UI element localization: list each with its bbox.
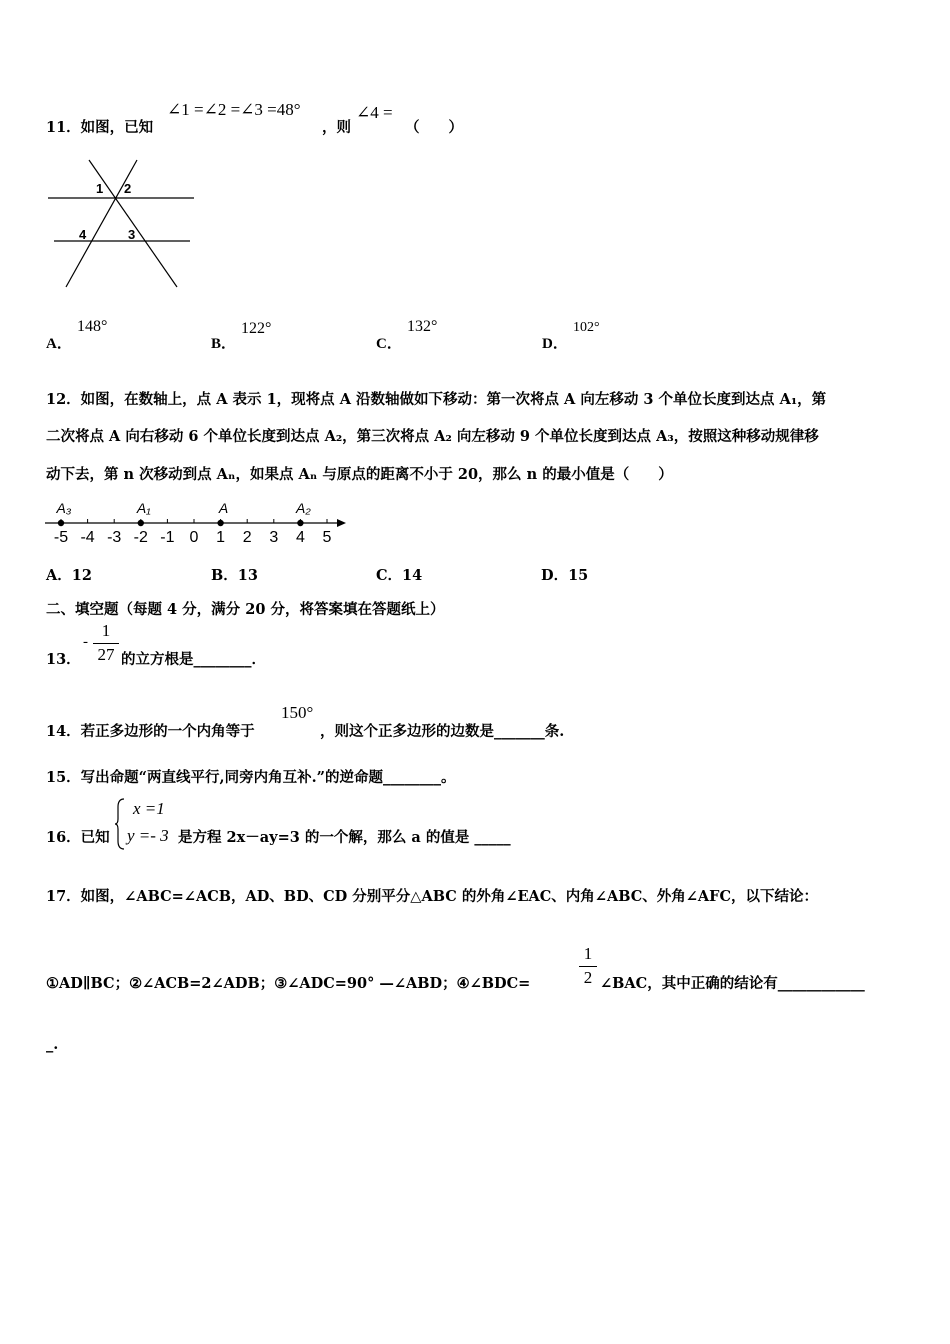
- q11-option-d-value: 102°: [573, 320, 600, 335]
- angle-label-2: 2: [124, 181, 132, 196]
- q11-figure: [44, 155, 199, 295]
- q11-mid: ，则: [322, 119, 351, 136]
- axis-tick-label: -1: [160, 529, 175, 546]
- q11-option-d-letter: D．: [542, 336, 568, 352]
- q16-eq2: y =- 3: [127, 826, 169, 845]
- q12-option-a: A．12: [46, 567, 92, 584]
- q14-prefix: 14．若正多边形的一个内角等于: [46, 723, 255, 740]
- axis-tick-label: -3: [107, 529, 122, 546]
- q12-option-c: C．14: [376, 567, 423, 584]
- angle-label-1: 1: [96, 181, 104, 196]
- q17-line2-tail: ∠BAC，其中正确的结论有____________: [600, 975, 865, 992]
- axis-tick-label: 0: [189, 529, 199, 546]
- section2-title: 二、填空题（每题 4 分，满分 20 分，将答案填在答题纸上）: [46, 601, 445, 618]
- axis-tick-label: 3: [269, 529, 279, 546]
- q16-brace-icon: [114, 797, 126, 851]
- q12-line1: 12．如图，在数轴上，点 A 表示 1，现将点 A 沿数轴做如下移动：第一次将点 A 向左移动 3 个单位长度到达点 A₁，第: [46, 391, 827, 408]
- axis-tick-label: -4: [80, 529, 95, 546]
- q16-eq1: x =1: [133, 799, 165, 818]
- q11-option-c-value: 132°: [407, 318, 438, 335]
- q12-option-d: D．15: [541, 567, 589, 584]
- q13-sign: -: [83, 634, 88, 650]
- q14-tail: ，则这个正多边形的边数是_______条.: [320, 723, 565, 740]
- q12-number-line: [40, 496, 360, 552]
- q15-text: 15．写出命题“两直线平行,同旁内角互补.”的逆命题________。: [46, 769, 456, 786]
- q13-number: 13．: [46, 651, 81, 668]
- q13-tail: 的立方根是________．: [121, 651, 266, 668]
- axis-tick-label: 2: [242, 529, 252, 546]
- q17-fraction: [579, 944, 597, 988]
- q11-option-a-letter: A．: [46, 336, 72, 352]
- axis-arrow-icon: [337, 519, 346, 527]
- axis-tick-label: 1: [216, 529, 226, 546]
- axis-tick-label: 4: [295, 529, 305, 546]
- point-label: A: [218, 500, 229, 516]
- point-label: A₃: [56, 500, 72, 516]
- q11-option-b-value: 122°: [241, 320, 272, 337]
- point-label: A₁: [136, 500, 151, 516]
- q13-fraction: [93, 621, 119, 665]
- q17-line3: _.: [46, 1036, 59, 1053]
- q16-prefix: 16．已知: [46, 829, 110, 846]
- q12-line2: 二次将点 A 向右移动 6 个单位长度到达点 A₂，第三次将点 A₂ 向左移动 9 个单位长度到达点 A₃，按照这种移动规律移: [46, 428, 819, 445]
- point-label: A₂: [296, 500, 311, 516]
- q11-option-a-value: 148°: [77, 318, 108, 335]
- q17-line1: 17．如图，∠ABC=∠ACB，AD、BD、CD 分别平分△ABC 的外角∠EAC、内角∠ABC、外角∠AFC，以下结论：: [46, 888, 819, 905]
- axis-tick-label: -2: [133, 529, 148, 546]
- q13-numerator: 1: [101, 621, 111, 640]
- q11-prefix: 11．如图，已知: [46, 119, 154, 136]
- q17-frac-den: 2: [583, 968, 593, 987]
- q17-frac-num: 1: [583, 944, 593, 963]
- q11-target: ∠4 =: [356, 103, 393, 122]
- q12-line3: 动下去，第 n 次移动到点 Aₙ，如果点 Aₙ 与原点的距离不小于 20，那么 n 的最小值是（ ）: [46, 466, 673, 483]
- axis-tick-label: 5: [322, 529, 332, 546]
- q11-condition: ∠1 =∠2 =∠3 =48°: [167, 100, 301, 119]
- q11-paren: （ ）: [405, 119, 463, 136]
- angle-label-3: 3: [128, 227, 136, 242]
- q11-option-c-letter: C．: [376, 336, 402, 352]
- q16-tail: 是方程 2x－ay=3 的一个解，那么 a 的值是 _____: [178, 829, 511, 846]
- q12-option-b: B．13: [211, 567, 258, 584]
- axis-tick-label: -5: [53, 529, 69, 546]
- q13-denominator: 27: [97, 645, 115, 664]
- q14-angle: 150°: [281, 703, 314, 722]
- transversal-right: [89, 160, 177, 287]
- q11-option-b-letter: B．: [211, 336, 237, 352]
- angle-label-4: 4: [79, 227, 87, 242]
- q17-line2-prefix: ①AD∥BC；②∠ACB=2∠ADB；③∠ADC=90° —∠ABD；④∠BDC=: [46, 975, 531, 992]
